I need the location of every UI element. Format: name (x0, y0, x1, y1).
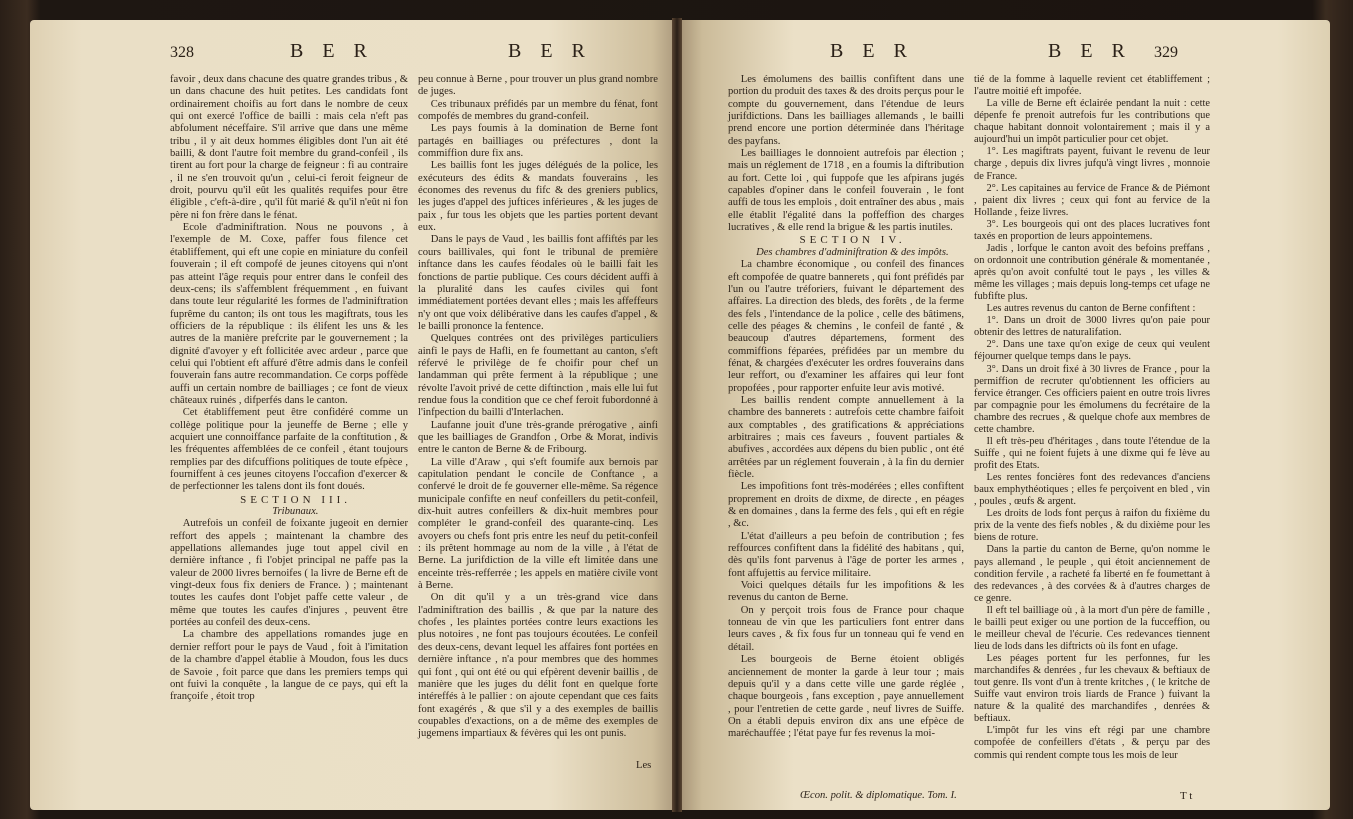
paragraph: Cet établiffement peut être confidéré comme un collège politique pour la jeuneffe de Berne ; elle y acquiert une connoiffance parfaite de la conftitution , & les fréquentes affemblées de ce confeil , étant toujours remplies par des difcuffions politiques de toute efpèce , fourniffent à ces jeunes citoyens l'occafion d'exercer & de perfectionner les talens dont ils font doués. (170, 407, 408, 493)
left-page-column-1 (170, 74, 408, 704)
paragraph: Les baillis rendent compte annuellement à la chambre des bannerets : autrefois cette chambre faifoit aux comptables , des gratifications & appréciations arbitraires ; mais ces faveurs , fouvent partiales & abufives , accordées aux dépens du bien public , ont été arrêtées par un réglement fouverain , à la fin du dernier fiècle. (728, 394, 964, 480)
book-gutter (672, 18, 682, 812)
page-number-right: 329 (1154, 44, 1178, 61)
paragraph: tié de la fomme à laquelle revient cet établiffement ; l'autre moitié eft impofée. (974, 74, 1210, 98)
paragraph: peu connue à Berne , pour trouver un plus grand nombre de juges. (418, 74, 658, 98)
paragraph: Les bourgeois de Berne étoient obligés anciennement de monter la garde à leur tour ; mais depuis qu'il y a dans cette ville une garde réglée , chaque bourgeois , fans exception , paye annuellement , pour l'entretien de cette garde , neuf livres de Suiffe. On a établi depuis environ dix ans une efpèce de maréchauffée ; l'état paye fur fes revenus la moi- (728, 654, 964, 740)
paragraph: L'impôt fur les vins eft régi par une chambre compofée de confeillers d'états , & perçu par des commis qui rendent compte tous les mois de leur (974, 725, 1210, 761)
section-subtitle: Des chambres d'adminiftration & des impôts. (756, 246, 949, 258)
paragraph: On dit qu'il y a un très-grand vice dans l'adminiftration des baillis , & que par la nature des chofes , les plaintes portées contre leurs exactions les plus notoires , ne font pas toujours écoutées. Le confeil des deux-cens, devant lequel les affaires font portées en dernière inftance , n'a pour membres que des hommes qui font , qui ont été ou qui efpèrent devenir baillis , de manière que les juges du délit font en quelque forte intéreffés à le pallier : on ajoute cependant que ces faits font exagérés , & que s'il y a des exemples de baillis coupables d'exactions, on a de même des exemples de jugemens impartiaux & févères qui les ont punis. (418, 592, 658, 740)
page-footer: Œcon. polit. & diplomatique. Tom. I. (800, 790, 957, 801)
paragraph: Laufanne jouit d'une très-grande prérogative , ainfi que les bailliages de Grandfon , Orbe & Morat, indivis entre le canton de Berne & de Fribourg. (418, 419, 658, 456)
paragraph: 2°. Les capitaines au fervice de France & de Piémont , paient dix livres ; ceux qui font au fervice de la Hollande , feize livres. (974, 182, 1210, 218)
paragraph: Autrefois un confeil de foixante jugeoit en dernier reffort des appels ; maintenant la chambre des appellations allemandes juge tout appel civil en dernière inftance , fi l'objet principal ne paffe pas la valeur de 2000 livres bernoifes ( la livre de Berne eft de vingt-deux fous fix deniers de France. ) ; maintenant toutes les caufes dont l'objet paffe cette valeur , de même que toutes les caufes d'injures , peuvent être portées au confeil des deux-cens. (170, 518, 408, 629)
paragraph: favoir , deux dans chacune des quatre grandes tribus , & un dans chacune des huit petites. Les candidats font ordinairement choifis au fort dans le nombre de ceux qui ont exercé l'office de bailli : mais cela n'eft pas abfolument néceffaire. S'il arrive que dans une même tribu , il y ait deux hommes éligibles dont l'un ait été bailli, & dont l'autre foit membre du grand-confeil , ils tirent au fort pour la charge de feigneur : fi au contraire , il ne s'en trouvoit qu'un , celui-ci feroit feigneur de droit, pourvu qu'il eût les qualités requifes pour être éligible , c'eft-à-dire , qu'il fût marié & qu'il n'eût ni fon père ni fon frère dans le fénat. (170, 74, 408, 221)
paragraph: Il eft tel bailliage où , à la mort d'un père de famille , le bailli peut exiger ou une portion de la fucceffion, ou le meilleur cheval de l'écurie. Ces redevances tiennent lieu de lods dans les diftricts où ils font en ufage. (974, 604, 1210, 652)
paragraph: L'état d'ailleurs a peu befoin de contribution ; fes reffources confiftent dans la fidélité des habitans , qui, dès qu'ils font parvenus à l'âge de porter les armes , font affujettis au fervice militaire. (728, 530, 964, 579)
paragraph: Les impofitions font très-modérées ; elles confiftent proprement en droits de dixme, de directe , en péages & en domaines , dans la ferme des fels , qui eft en régie , &c. (728, 481, 964, 530)
paragraph: Les péages portent fur les perfonnes, fur les marchandifes & denrées , fur les chevaux & beftiaux de tout genre. Ils vont d'un à trente kritches , ( le kritche de Suiffe vaut environ trois liards de France ) fuivant la nature & la qualité des marchandifes , denrées & beftiaux. (974, 653, 1210, 725)
paragraph: 2°. Dans une taxe qu'on exige de ceux qui veulent féjourner quelque temps dans le pays. (974, 339, 1210, 363)
running-head-left-2: B E R (508, 40, 592, 62)
right-page-column-1 (728, 74, 964, 741)
paragraph: Jadis , lorfque le canton avoit des befoins preffans , on ordonnoit une contribution générale & momentanée , après qu'on avoit confulté tout le pays , les villes & même les villages ; mais depuis long-temps cet ufage ne fubfifte plus. (974, 242, 1210, 303)
paragraph: Les pays foumis à la domination de Berne font partagés en bailliages ou préfectures , dont la commiffion dure fix ans. (418, 123, 658, 160)
paragraph: La chambre des appellations romandes juge en dernier reffort pour le pays de Vaud , foit à l'imitation de la chambre d'appel établie à Moudon, fous les ducs de Savoie , foit parce que dans les premiers temps qui ont fuivi la conquête , la langue de ce pays, qui eft la françoife , étoit trop (170, 629, 408, 703)
paragraph: 3°. Dans un droit fixé à 30 livres de France , pour la permiffion de recruter qu'obtiennent les officiers au fervice étranger. Ces officiers paient en outre trois livres par compagnie pour les émolumens du fecrétaire de la chambre des recrues , & quelque chofe aux membres de cette chambre. (974, 363, 1210, 435)
running-head-right-1: B E R (830, 40, 914, 62)
running-head-left-1: B E R (290, 40, 374, 62)
left-page-column-2 (418, 74, 658, 741)
paragraph: Les émolumens des baillis confiftent dans une portion du produit des taxes & des droits perçus pour le compte du gouvernement, dans l'étendue de leurs jurifdictions. Dans les bailliages allemands , le bailli prend encore une portion déterminée dans l'héritage des payfans. (728, 74, 964, 147)
paragraph: 1°. Dans un droit de 3000 livres qu'on paie pour obtenir des lettres de naturalifation. (974, 315, 1210, 339)
paragraph: La chambre économique , ou confeil des finances eft compofée de quatre bannerets , qui font préfidés par l'un ou l'autre tréforiers, fuivant le département des affaires. La direction des bleds, des forêts , de la ferme des fels , l'intendance de la police , celle des bâtimens, celle des péages & chemins , le confeil de fanté , & beaucoup d'autres départemens, forment des commiffions féparées, préfidées par un membre du fénat, & chargées d'exécuter les ordres fouverains dans leur reffort, ou d'examiner les affaires qui leur font propofées , pour rapporter enfuite leur avis motivé. (728, 259, 964, 394)
paragraph: La ville de Berne eft éclairée pendant la nuit : cette dépenfe fe prenoit autrefois fur les contributions que chaque habitant donnoit volontairement ; mais il y a aujourd'hui un impôt particulier pour cet objet. (974, 98, 1210, 146)
paragraph: Voici quelques détails fur les impofitions & les revenus du canton de Berne. (728, 580, 964, 604)
paragraph: Dans le pays de Vaud , les baillis font affiftés par les cours baillivales, qui font le tribunal de première inftance dans les caufes féodales où le bailli fait les fonctions de partie publique. Ces cours décident auffi à la pluralité dans les caufes civiles qui font immédiatement portées devant elles ; mais les affeffeurs n'y ont que voix délibérative dans les caufes d'appel , & le bailli prononce la fentence. (418, 234, 658, 332)
paragraph: Les autres revenus du canton de Berne confiftent : (986, 303, 1196, 315)
page-number-left: 328 (170, 44, 194, 61)
paragraph: Les bailliages le donnoient autrefois par élection ; mais un réglement de 1718 , en a foumis la diftribution au fort. Cette loi , qui fuppofe que les afpirans jugés capables d'opiner dans le confeil fouverain , le font auffi de tous les emplois , doit entraîner des abus , mais elle établit l'égalité dans la poffeffion des charges lucratives , & elle rend la brigue & les partis inutiles. (728, 148, 964, 234)
paragraph: Ces tribunaux préfidés par un membre du fénat, font compofés de membres du grand-confeil. (418, 98, 658, 123)
paragraph: Les baillis font les juges délégués de la police, les exécuteurs des édits & mandats fouverains , les économes des revenus du fifc & des greniers publics, les juges d'appel des juftices inférieures , & les juges de paix , fur tous les objets que les parties portent devant eux. (418, 160, 658, 234)
paragraph: La ville d'Araw , qui s'eft foumife aux bernois par capitulation pendant le concile de Conftance , a confervé le droit de fe gouverner elle-même. Sa régence municipale confifte en neuf confeillers du petit-confeil, dix-huit autres confeillers & dix-huit membres pour compléter le grand-confeil des quarante-cinq. Les avoyers ou chefs font pris entre les neuf du petit-confeil : ils prêtent hommage au nom de la ville , à l'état de Berne. La jurifdiction de la ville eft limitée dans une enceinte très-refferrée ; les appels en matière civile vont à Berne. (418, 456, 658, 592)
section-heading: SECTION IV. (799, 234, 906, 247)
running-head-right-2: B E R (1048, 40, 1132, 62)
catchword: Les (636, 760, 652, 771)
paragraph: On y perçoit trois fous de France pour chaque tonneau de vin que les particuliers font entrer dans leurs caves , & fix fous fur un tonneau qui fe vend en détail. (728, 604, 964, 653)
section-subtitle: Tribunaux. (272, 506, 319, 518)
paragraph: Les droits de lods font perçus à raifon du fixième du prix de la vente des fiefs nobles , & du dixième pour les biens de roture. (974, 508, 1210, 544)
section-heading: SECTION III. (240, 493, 352, 506)
paragraph: Quelques contrées ont des privilèges particuliers ainfi le pays de Hafli, en fe foumettant au canton, s'eft réfervé le privilège de fe choifir pour chef un landamman qui prête ferment à la république ; une révolte l'avoit privé de cette diftinction , mais elle lui fut rendue fous la condition que ce chef feroit fubordonné à l'infpection du bailli d'Interlachen. (418, 333, 658, 419)
paragraph: Dans la partie du canton de Berne, qu'on nomme le pays allemand , le peuple , qui étoit anciennement de condition fervile , a racheté fa liberté en fe foumettant à des redevances , à des corvées & à d'autres charges de ce genre. (974, 544, 1210, 604)
signature-mark: T t (1180, 790, 1193, 802)
paragraph: Il eft très-peu d'héritages , dans toute l'étendue de la Suiffe , qui ne foient fujets à une dixme qui fe lève au profit des Etats. (974, 435, 1210, 471)
paragraph: Les rentes foncières font des redevances d'anciens baux emphythéotiques ; elles fe perçoivent en bled , vin , poules , œufs & argent. (974, 472, 1210, 508)
paragraph: 1°. Les magiftrats payent, fuivant le revenu de leur charge , depuis dix livres jufqu'à vingt livres , monnoie de France. (974, 146, 1210, 182)
paragraph: 3°. Les bourgeois qui ont des places lucratives font taxés en proportion de leurs appointemens. (974, 218, 1210, 242)
paragraph: Ecole d'adminiftration. Nous ne pouvons , à l'exemple de M. Coxe, paffer fous filence cet établiffement, qui eft une copie en miniature du confeil fouverain ; il eft compofé de jeunes citoyens qui n'ont pas atteint l'âge requis pour entrer dans le confeil des deux-cens; ils s'affemblent fréquemment , en fuivant dans toute leur régularité les formes de l'adminiftration fuprême du canton; ils ont tous les magiftrats, tous les officiers de la république : ils élifent les uns & les autres de la manière prefcrite par le gouvernement ; la dignité d'avoyer y eft follicitée avec ardeur , parce que celui qui l'obtient eft affuré d'être admis dans le confeil fouverain fans autre recommandation. Ce corps poffède auffi un certain nombre de bailliages ; ce font de vieux châteaux ruinés , difperfés dans le canton. (170, 222, 408, 406)
right-page-column-2 (974, 74, 1210, 762)
